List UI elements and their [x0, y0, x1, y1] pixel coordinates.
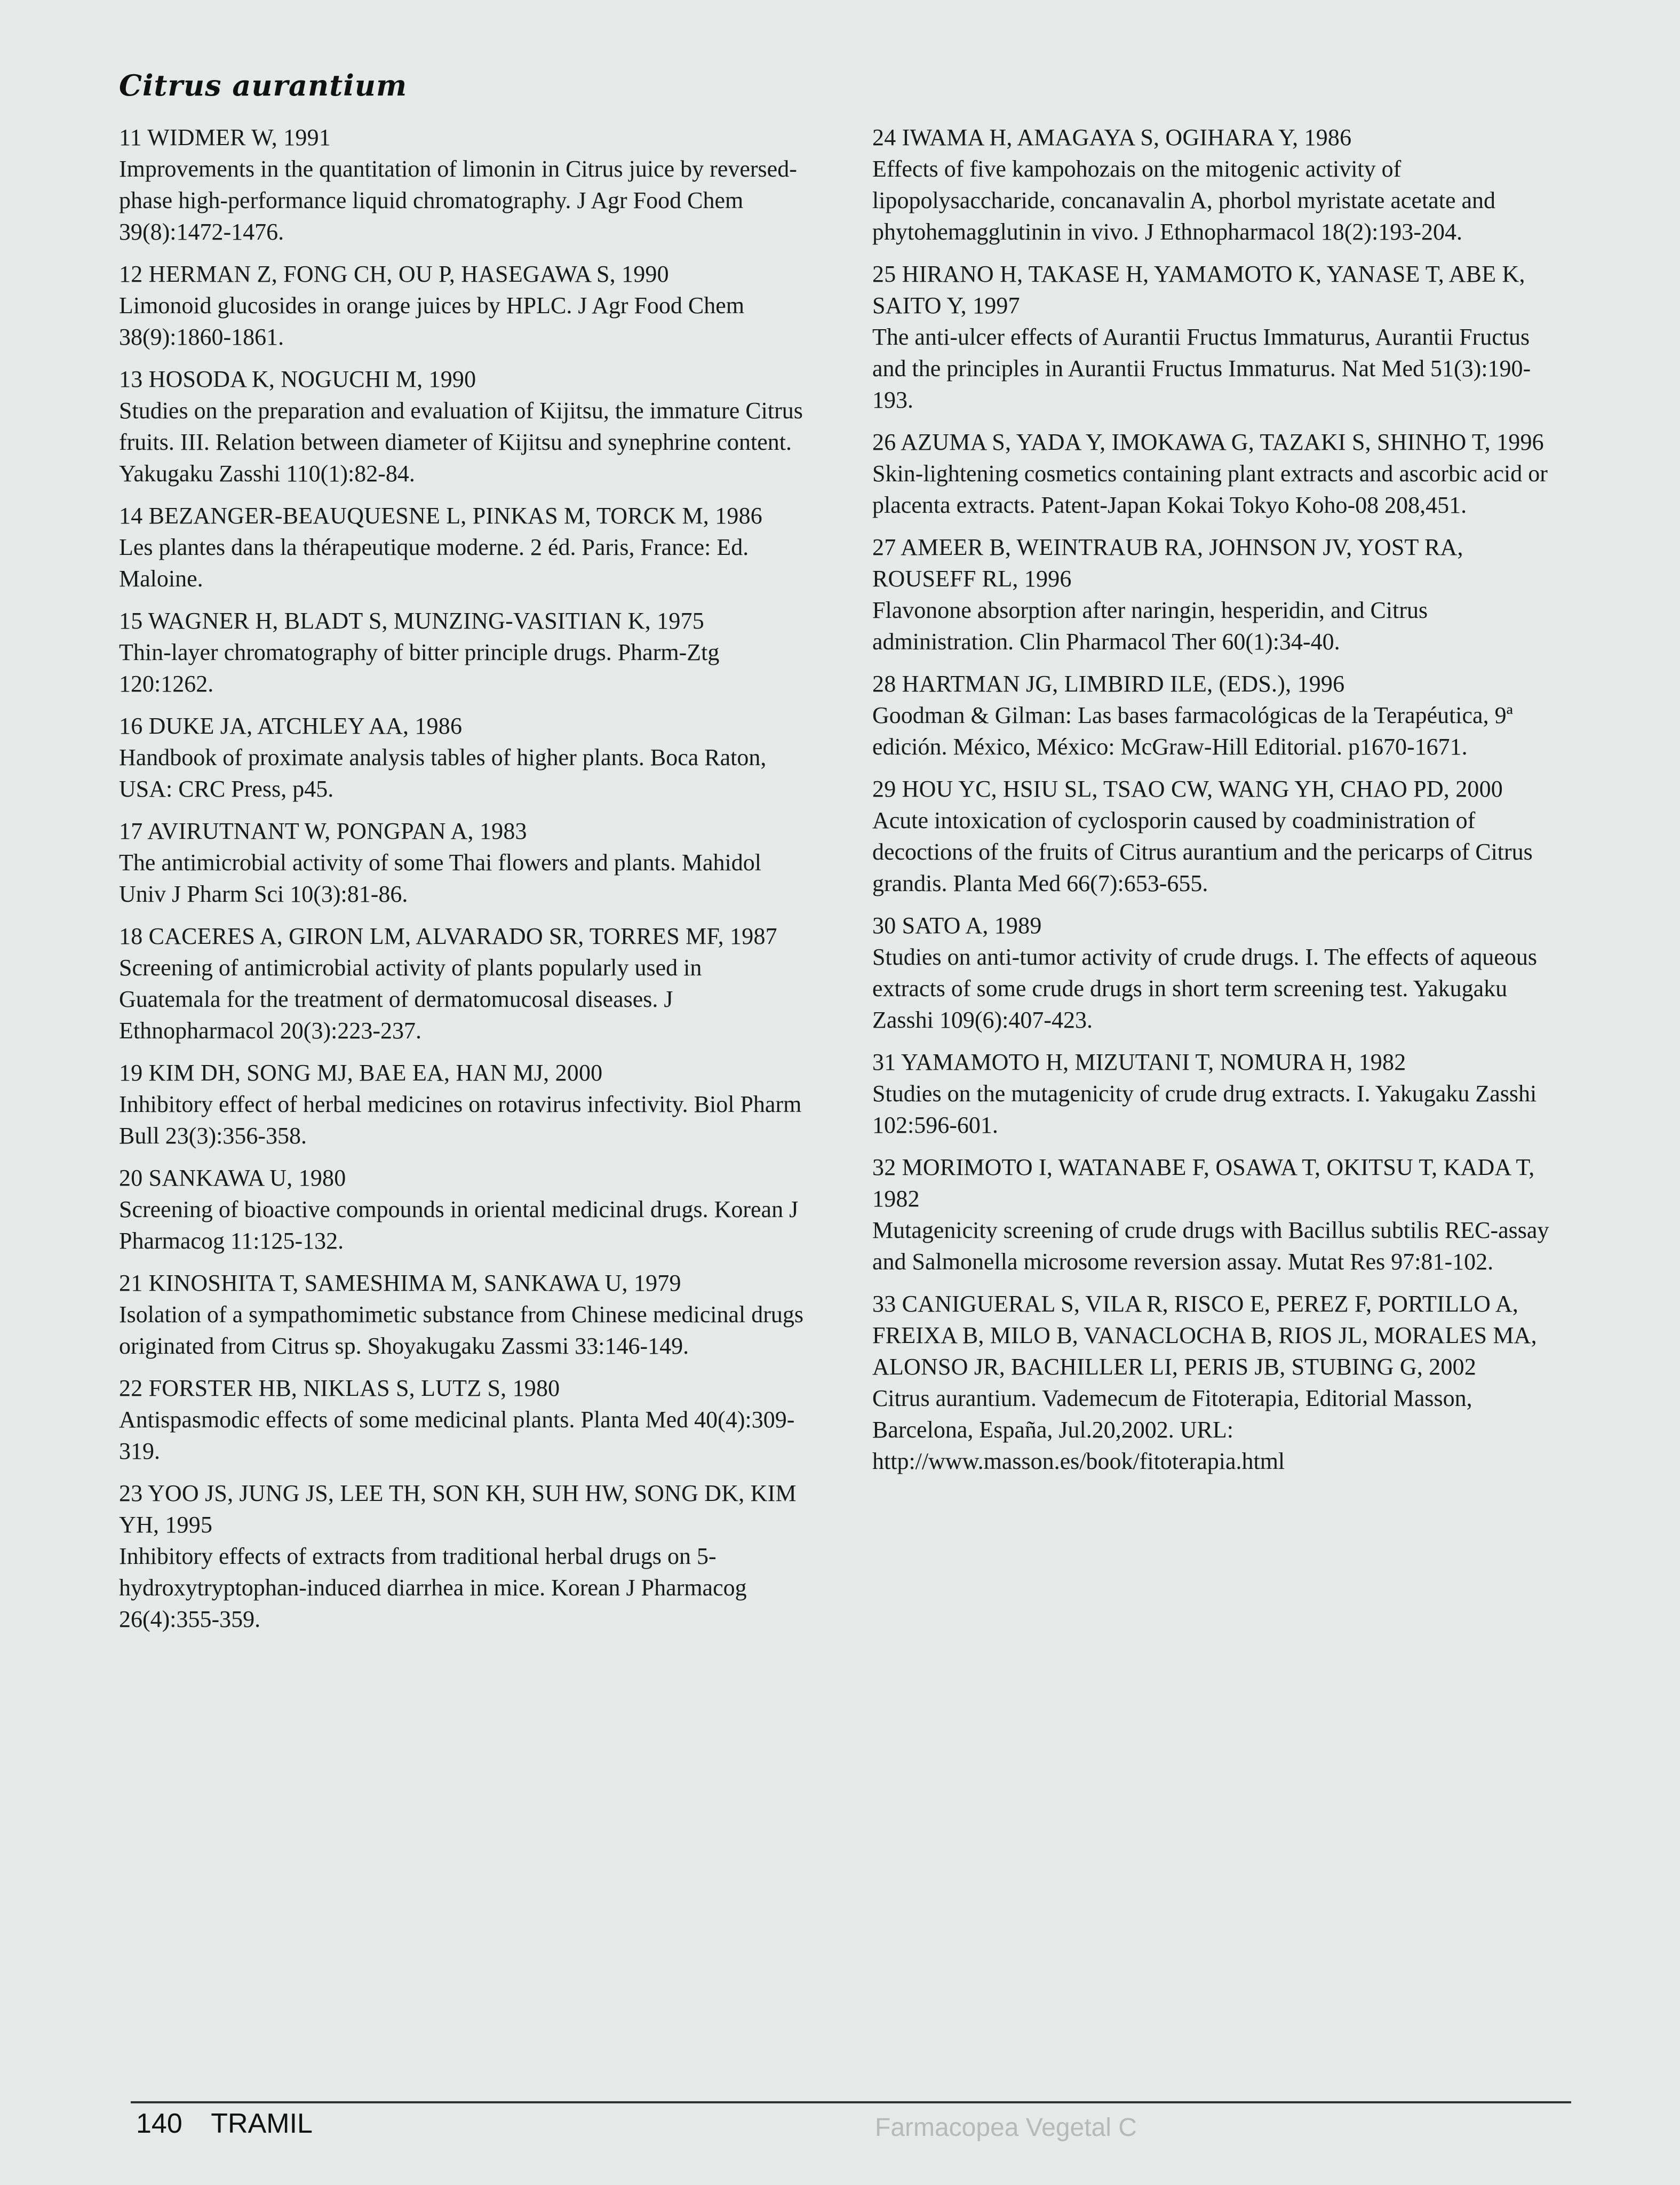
reference-entry [119, 1057, 807, 1151]
reference-citation: Skin-lightening cosmetics containing plant extracts and ascorbic acid or placenta extracts. Patent-Japan Kokai Tokyo Koho-08 208,451. [872, 460, 1548, 518]
references-column-right [872, 122, 1566, 1488]
reference-citation: Studies on the preparation and evaluation of Kijitsu, the immature Citrus fruits. III. Relation between diameter of Kijitsu and synephrine content. Yakugaku Zasshi 110(1):82-84. [119, 398, 803, 487]
reference-authors: 14 BEZANGER-BEAUQUESNE L, PINKAS M, TORCK M, 1986 [119, 503, 763, 529]
bleed-through-text: Farmacopea Vegetal C [875, 2114, 1137, 2142]
reference-entry [119, 1162, 807, 1257]
reference-citation: Inhibitory effect of herbal medicines on rotavirus infectivity. Biol Pharm Bull 23(3):356-358. [119, 1091, 802, 1149]
reference-citation: Studies on anti-tumor activity of crude drugs. I. The effects of aqueous extracts of some crude drugs in short term screening test. Yakugaku Zasshi 109(6):407-423. [872, 944, 1537, 1033]
reference-entry [872, 1151, 1566, 1277]
reference-entry [119, 605, 807, 700]
reference-citation: Effects of five kampohozais on the mitogenic activity of lipopolysaccharide, concanavalin A, phorbol myristate acetate and phytohemagglutinin in vivo. J Ethnopharmacol 18(2):193-204. [872, 156, 1495, 245]
reference-authors: 13 HOSODA K, NOGUCHI M, 1990 [119, 366, 476, 392]
reference-citation: The antimicrobial activity of some Thai flowers and plants. Mahidol Univ J Pharm Sci 10(3):81-86. [119, 849, 762, 907]
reference-citation: Acute intoxication of cyclosporin caused by coadministration of decoctions of the fruits of Citrus aurantium and the pericarps of Citrus grandis. Planta Med 66(7):653-655. [872, 807, 1533, 896]
page-footer [136, 2108, 334, 2140]
reference-authors: 23 YOO JS, JUNG JS, LEE TH, SON KH, SUH HW, SONG DK, KIM YH, 1995 [119, 1480, 797, 1538]
reference-entry [872, 1288, 1566, 1477]
reference-authors: 21 KINOSHITA T, SAMESHIMA M, SANKAWA U, 1979 [119, 1270, 681, 1296]
reference-citation: Isolation of a sympathomimetic substance from Chinese medicinal drugs originated from Citrus sp. Shoyakugaku Zassmi 33:146-149. [119, 1301, 804, 1359]
reference-authors: 31 YAMAMOTO H, MIZUTANI T, NOMURA H, 1982 [872, 1049, 1406, 1075]
reference-citation: Screening of bioactive compounds in oriental medicinal drugs. Korean J Pharmacog 11:125-132. [119, 1196, 799, 1254]
reference-authors: 15 WAGNER H, BLADT S, MUNZING-VASITIAN K, 1975 [119, 608, 704, 634]
reference-authors: 19 KIM DH, SONG MJ, BAE EA, HAN MJ, 2000 [119, 1060, 603, 1086]
reference-citation: Flavonone absorption after naringin, hesperidin, and Citrus administration. Clin Pharmacol Ther 60(1):34-40. [872, 597, 1428, 655]
reference-citation: Citrus aurantium. Vademecum de Fitoterapia, Editorial Masson, Barcelona, España, Jul.20,2002. URL: http://www.masson.es/book/fitoterapia.html [872, 1385, 1472, 1474]
reference-authors: 30 SATO A, 1989 [872, 912, 1042, 939]
reference-citation: Antispasmodic effects of some medicinal plants. Planta Med 40(4):309-319. [119, 1407, 795, 1464]
reference-entry [119, 258, 807, 353]
reference-entry [119, 363, 807, 489]
reference-entry [119, 500, 807, 594]
reference-authors: 25 HIRANO H, TAKASE H, YAMAMOTO K, YANASE T, ABE K, SAITO Y, 1997 [872, 261, 1525, 319]
reference-authors: 27 AMEER B, WEINTRAUB RA, JOHNSON JV, YOST RA, ROUSEFF RL, 1996 [872, 534, 1463, 592]
reference-entry [872, 773, 1566, 899]
reference-citation: Goodman & Gilman: Las bases farmacológicas de la Terapéutica, 9ª edición. México, México: McGraw-Hill Editorial. p1670-1671. [872, 702, 1513, 760]
reference-entry [119, 1267, 807, 1362]
footer-rule [131, 2101, 1571, 2103]
reference-entry [119, 1477, 807, 1635]
reference-authors: 18 CACERES A, GIRON LM, ALVARADO SR, TORRES MF, 1987 [119, 923, 777, 949]
publisher-name: TRAMIL [211, 2108, 313, 2139]
reference-authors: 12 HERMAN Z, FONG CH, OU P, HASEGAWA S, 1990 [119, 261, 669, 287]
reference-entry [872, 122, 1566, 248]
reference-authors: 33 CANIGUERAL S, VILA R, RISCO E, PEREZ F, PORTILLO A, FREIXA B, MILO B, VANACLOCHA B, RIOS JL, MORALES MA, ALONSO JR, BACHILLER LI, PERIS JB, STUBING G, 2002 [872, 1291, 1537, 1380]
reference-entry [872, 426, 1566, 521]
reference-citation: Mutagenicity screening of crude drugs with Bacillus subtilis REC-assay and Salmonella microsome reversion assay. Mutat Res 97:81-102. [872, 1217, 1549, 1275]
reference-citation: Improvements in the quantitation of limonin in Citrus juice by reversed-phase high-performance liquid chromatography. J Agr Food Chem 39(8):1472-1476. [119, 156, 797, 245]
reference-authors: 22 FORSTER HB, NIKLAS S, LUTZ S, 1980 [119, 1375, 560, 1401]
reference-authors: 11 WIDMER W, 1991 [119, 124, 331, 150]
reference-authors: 26 AZUMA S, YADA Y, IMOKAWA G, TAZAKI S, SHINHO T, 1996 [872, 429, 1544, 455]
reference-authors: 24 IWAMA H, AMAGAYA S, OGIHARA Y, 1986 [872, 124, 1352, 150]
reference-authors: 28 HARTMAN JG, LIMBIRD ILE, (EDS.), 1996 [872, 671, 1345, 697]
references-column-left [119, 122, 807, 1646]
reference-entry [872, 531, 1566, 657]
running-header-title: Citrus aurantium [119, 68, 408, 102]
reference-entry [119, 710, 807, 805]
reference-entry [119, 920, 807, 1046]
reference-citation: Screening of antimicrobial activity of plants popularly used in Guatemala for the treatment of dermatomucosal diseases. J Ethnopharmacol 20(3):223-237. [119, 955, 702, 1044]
reference-citation: Handbook of proximate analysis tables of higher plants. Boca Raton, USA: CRC Press, p45. [119, 744, 767, 802]
reference-authors: 16 DUKE JA, ATCHLEY AA, 1986 [119, 713, 463, 739]
reference-citation: Limonoid glucosides in orange juices by HPLC. J Agr Food Chem 38(9):1860-1861. [119, 292, 745, 350]
reference-entry [872, 910, 1566, 1036]
reference-authors: 32 MORIMOTO I, WATANABE F, OSAWA T, OKITSU T, KADA T, 1982 [872, 1154, 1535, 1212]
reference-citation: Inhibitory effects of extracts from traditional herbal drugs on 5-hydroxytryptophan-induced diarrhea in mice. Korean J Pharmacog 26(4):355-359. [119, 1543, 747, 1632]
reference-citation: The anti-ulcer effects of Aurantii Fructus Immaturus, Aurantii Fructus and the principles in Aurantii Fructus Immaturus. Nat Med 51(3):190-193. [872, 324, 1531, 413]
reference-entry [119, 815, 807, 910]
reference-authors: 29 HOU YC, HSIU SL, TSAO CW, WANG YH, CHAO PD, 2000 [872, 776, 1503, 802]
reference-entry [119, 1372, 807, 1467]
reference-entry [119, 122, 807, 248]
reference-entry [872, 1046, 1566, 1141]
reference-citation: Thin-layer chromatography of bitter principle drugs. Pharm-Ztg 120:1262. [119, 639, 720, 697]
reference-citation: Les plantes dans la thérapeutique moderne. 2 éd. Paris, France: Ed. Maloine. [119, 534, 749, 592]
reference-citation: Studies on the mutagenicity of crude drug extracts. I. Yakugaku Zasshi 102:596-601. [872, 1080, 1537, 1138]
reference-authors: 17 AVIRUTNANT W, PONGPAN A, 1983 [119, 818, 527, 844]
page-number: 140 [136, 2108, 182, 2139]
reference-entry [872, 258, 1566, 416]
reference-entry [872, 668, 1566, 762]
reference-authors: 20 SANKAWA U, 1980 [119, 1165, 346, 1191]
